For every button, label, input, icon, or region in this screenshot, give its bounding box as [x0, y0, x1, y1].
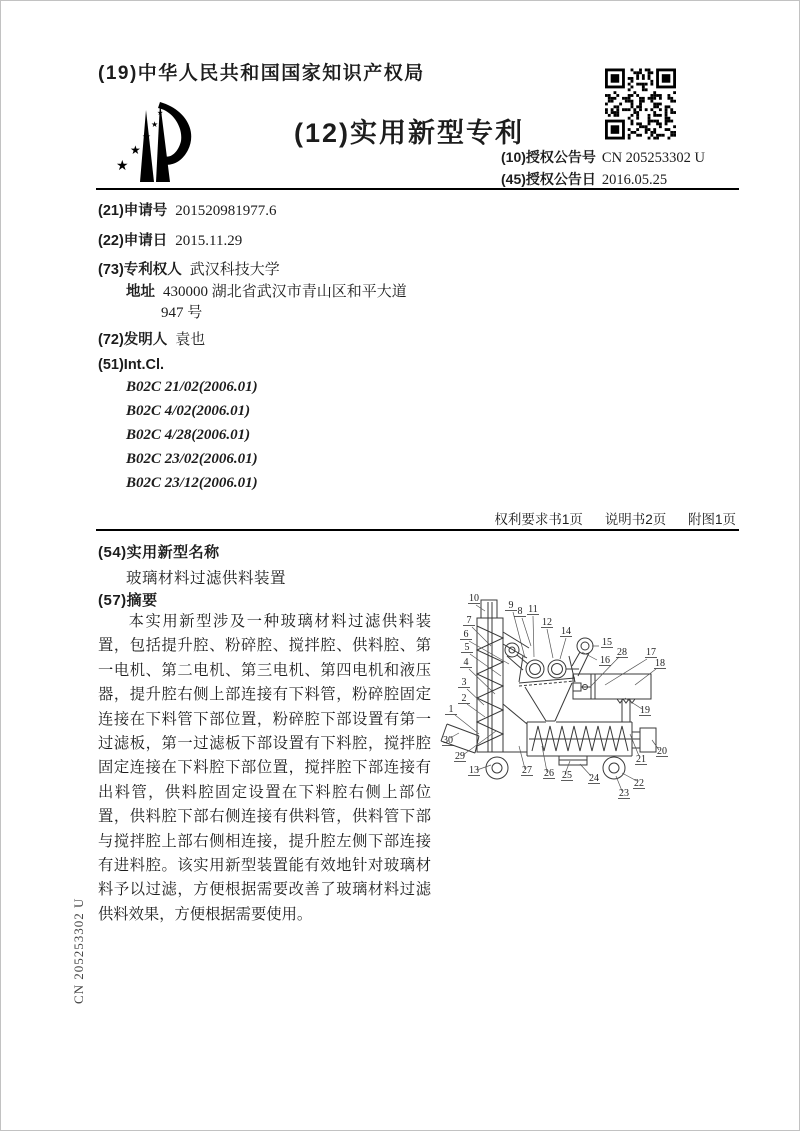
utility-model-name-label: (54)实用新型名称	[98, 544, 220, 561]
svg-text:23: 23	[619, 788, 629, 799]
svg-text:3: 3	[461, 677, 467, 688]
figures-pages: 附图1页	[687, 512, 736, 527]
address-label: 地址	[126, 284, 155, 300]
horizontal-rule-middle	[96, 529, 739, 531]
inventor-label: (72)发明人	[98, 332, 168, 348]
svg-text:1: 1	[448, 704, 454, 715]
svg-text:18: 18	[655, 658, 665, 669]
patentee-row	[98, 258, 280, 279]
address-row	[126, 280, 407, 301]
qr-code-image	[605, 68, 676, 140]
address-row-2	[161, 301, 202, 322]
publication-number-row	[501, 147, 705, 169]
patent-drawing-image	[439, 584, 766, 824]
patent-office-name: (19)中华人民共和国国家知识产权局	[98, 63, 425, 84]
inventor-value: 袁也	[175, 332, 206, 348]
svg-text:28: 28	[617, 647, 627, 658]
intcl-row	[98, 357, 164, 373]
application-date-value: 2015.11.29	[175, 233, 243, 249]
pages-info	[494, 508, 736, 528]
svg-text:21: 21	[636, 754, 646, 765]
intcl-entry: B02C 4/02(2006.01)	[126, 403, 251, 419]
patentee-label: (73)专利权人	[98, 262, 182, 278]
svg-text:8: 8	[517, 606, 523, 617]
svg-text:16: 16	[600, 655, 610, 666]
abstract-label: (57)摘要	[98, 592, 158, 609]
description-pages: 说明书2页	[604, 512, 667, 527]
claims-pages: 权利要求书1页	[494, 512, 583, 527]
publication-number-label: (10)授权公告号	[501, 149, 596, 165]
svg-text:★: ★	[142, 132, 151, 143]
intcl-entry: B02C 23/12(2006.01)	[126, 475, 258, 491]
sipo-logo-image	[113, 98, 213, 194]
intcl-entry: B02C 4/28(2006.01)	[126, 427, 251, 443]
abstract-text: 本实用新型涉及一种玻璃材料过滤供料装置，包括提升腔、粉碎腔、搅拌腔、供料腔、第一电机、第二电机、第三电机、第四电机和液压器，提升腔右侧上部连接有下料管，粉碎腔固定连接在下料管下部位置，粉碎腔下部设置有第一过滤板，第一过滤板下部设置有下料腔，搅拌腔固定连接在下料腔下部位置，搅拌腔下部连接有出料管，供料腔固定设置在下料腔右侧上部位置，供料腔下部右侧连接有供料管，供料管下部与搅拌腔上部右侧相连接，提升腔左侧下部连接有进料腔。该实用新型装置能有效地针对玻璃材料予以过滤，方便根据需要改善了玻璃材料过滤供料效果，方便根据需要使用。	[98, 613, 431, 923]
side-publication-code: CN 205253302 U	[71, 897, 86, 1004]
svg-text:25: 25	[562, 770, 572, 781]
qr-code	[605, 68, 676, 145]
svg-text:13: 13	[469, 765, 479, 776]
svg-text:14: 14	[561, 626, 571, 637]
svg-text:5: 5	[464, 642, 470, 653]
svg-text:9: 9	[508, 600, 514, 611]
svg-text:★: ★	[116, 158, 129, 174]
horizontal-rule-top	[96, 188, 739, 190]
svg-text:4: 4	[463, 657, 469, 668]
application-number-label: (21)申请号	[98, 203, 168, 219]
svg-text:2: 2	[461, 693, 467, 704]
svg-text:27: 27	[522, 765, 532, 776]
application-date-row	[98, 229, 242, 250]
intcl-label: (51)Int.Cl.	[98, 357, 165, 373]
patent-drawing	[439, 584, 766, 829]
svg-text:15: 15	[602, 637, 612, 648]
svg-text:20: 20	[657, 746, 667, 757]
svg-text:30: 30	[443, 735, 453, 746]
publication-date-value: 2016.05.25	[601, 172, 668, 188]
svg-text:29: 29	[455, 751, 465, 762]
sipo-logo	[113, 98, 213, 199]
utility-model-title: 玻璃材料过滤供料装置	[126, 570, 287, 587]
document-type-title: (12)实用新型专利	[294, 118, 525, 148]
svg-text:22: 22	[634, 778, 644, 789]
application-date-label: (22)申请日	[98, 233, 168, 249]
application-number-value: 201520981977.6	[175, 203, 277, 219]
intcl-entry: B02C 23/02(2006.01)	[126, 451, 258, 467]
patentee-value: 武汉科技大学	[189, 262, 280, 278]
address-value-2: 947 号	[161, 305, 203, 321]
svg-text:17: 17	[646, 647, 656, 658]
publication-date-label: (45)授权公告日	[501, 171, 596, 187]
svg-text:24: 24	[589, 773, 599, 784]
svg-text:19: 19	[640, 705, 650, 716]
address-value: 430000 湖北省武汉市青山区和平大道	[163, 284, 407, 300]
application-number-row	[98, 199, 277, 220]
svg-text:★: ★	[151, 120, 159, 129]
inventor-row	[98, 328, 205, 349]
svg-text:10: 10	[469, 593, 479, 604]
svg-text:6: 6	[463, 629, 469, 640]
svg-text:7: 7	[466, 615, 472, 626]
svg-text:12: 12	[542, 617, 552, 628]
intcl-entry: B02C 21/02(2006.01)	[126, 379, 258, 395]
svg-text:★: ★	[130, 143, 141, 157]
publication-number-value: CN 205253302 U	[601, 150, 706, 166]
svg-text:26: 26	[544, 768, 554, 779]
svg-text:11: 11	[528, 604, 538, 615]
publication-block	[501, 147, 705, 191]
svg-text:★: ★	[157, 109, 164, 117]
figure-reference-numerals	[442, 593, 668, 799]
